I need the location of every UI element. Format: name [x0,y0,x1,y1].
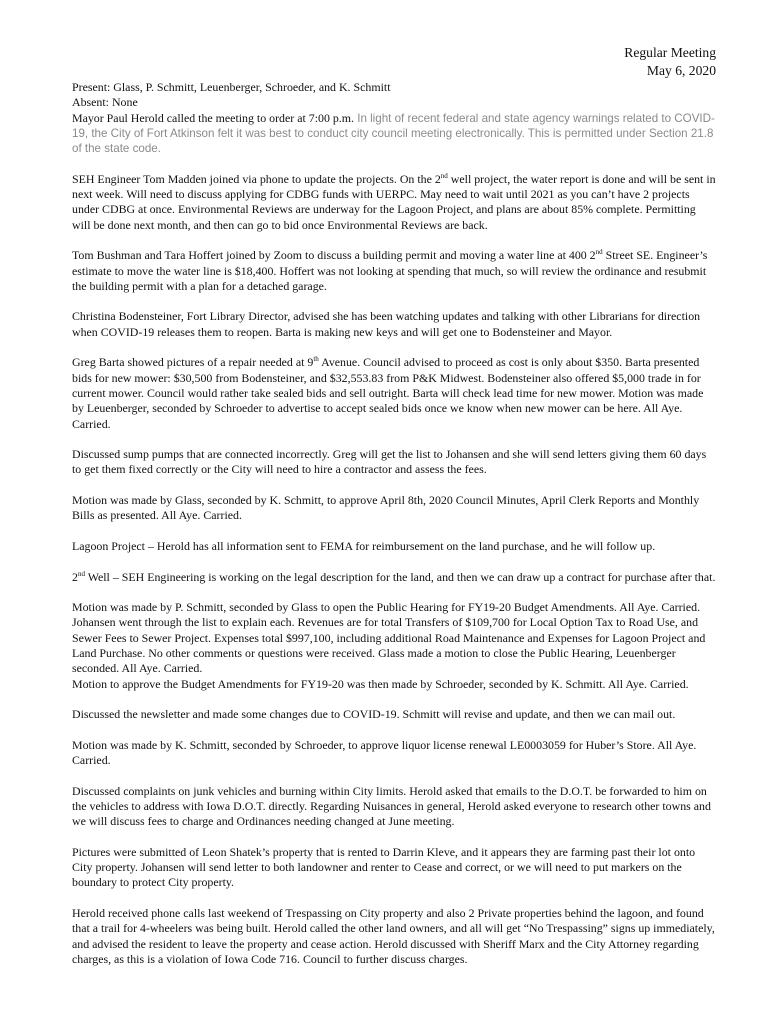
minutes-approval-paragraph: Motion was made by Glass, seconded by K. Schmitt, to approve April 8th, 2020 Council Minutes, April Clerk Reports and Monthly Bills as presented. All Aye. Carried. [72,493,700,523]
barta-text-b: Avenue. Council advised to proceed as cost is only about $350. Barta presented bids for new mower: $30,500 from Bodensteiner, and $32,553.83 from P&K Midwest. Bodensteiner also offered $5,000 trade in for current mower. Council would rather take sealed bids and sell outright. Barta will check lead time for new mower. Motion was made by Leuenberger, seconded by Schroeder to advertise to accept sealed bids once we know when new mower can be here. All Aye. Carried. [72,355,704,431]
bushman-text-a: Tom Bushman and Tara Hoffert joined by Zoom to discuss a building permit and moving a water line at 400 2 [72,248,596,263]
second-well-paragraph [72,570,716,585]
seh-sup: nd [440,171,448,180]
well-text-b: Well – SEH Engineering is working on the legal description for the land, and then we can draw up a contract for purchase after that. [84,569,716,584]
barta-text-a: Greg Barta showed pictures of a repair needed at 9 [72,355,314,370]
call-to-order: Mayor Paul Herold called the meeting to order at 7:00 p.m. [72,110,354,125]
property-encroachment-paragraph: Pictures were submitted of Leon Shatek’s property that is rented to Darrin Kleve, and it appears they are farming past their lot onto City property. Johansen will send letter to both landowner and renter to Cease and correct, or we will need to put markers on the boundary to protect City property. [72,844,696,890]
meeting-header [72,44,716,80]
trespassing-paragraph: Herold received phone calls last weekend of Trespassing on City property and also 2 Private properties behind the lagoon, and found that a trail for 4-wheelers was being built. Herold called the other land owners, and all will get “No Trespassing” signs up immediately, and advised the resident to leave the property and cease action. Herold discussed with Sheriff Marx and the City Attorney regarding charges, as this is a violation of Iowa Code 716. Council to further discuss charges. [72,906,715,966]
junk-vehicles-paragraph: Discussed complaints on junk vehicles and burning within City limits. Herold asked that emails to the D.O.T. be forwarded to him on the vehicles to address with Iowa D.O.T. directly. Regarding Nuisances in general, Herold asked everyone to research other towns and we will discuss fees to charge and Ordinances needing changed at June meeting. [72,783,711,829]
bushman-text-b: Street SE. Engineer’s estimate to move the water line is $18,400. Hoffert was not looking at spending that much, so will review the ordinance and resubmit the building permit with a plan for a detached garage. [72,248,708,293]
opening-paragraph [72,111,716,157]
absent-line: Absent: None [72,95,138,110]
meeting-type: Regular Meeting [624,45,716,60]
seh-update-paragraph [72,172,716,233]
building-permit-paragraph [72,248,716,294]
minutes-document [72,44,716,983]
sump-pump-paragraph: Discussed sump pumps that are connected incorrectly. Greg will get the list to Johansen and she will send letters giving them 60 days to get them fixed correctly or the City will need to hire a contractor and assess the fees. [72,447,707,477]
bushman-sup: nd [595,248,603,257]
liquor-license-paragraph: Motion was made by K. Schmitt, seconded by Schroeder, to approve liquor license renewal LE0003059 for Huber’s Store. All Aye. Carried. [72,737,697,768]
seh-text-b: well project, the water report is done and will be sent in next week. Will need to discuss applying for CDBG funds with UERPC. May need to wait until 2021 as you can’t have 2 projects under CDBG at once. Environmental Reviews are underway for the Lagoon Project, and plans are about 85% complete. Permitting will be done next month, and then can go to bid once Environmental Reviews are back. [72,171,716,232]
library-paragraph: Christina Bodensteiner, Fort Library Director, advised she has been watching updates and talking with other Librarians for direction when COVID-19 releases them to reopen. Barta is making new keys and will get one to Bodensteiner and Mayor. [72,309,701,339]
covid-notice: In light of recent federal and state agency warnings related to COVID-19, the City of Fort Atkinson felt it was best to conduct city council meeting electronically. This is permitted under Section 21.8 of the state code. [72,111,715,156]
lagoon-paragraph: Lagoon Project – Herold has all information sent to FEMA for reimbursement on the land purchase, and he will follow up. [72,538,656,553]
budget-approval-paragraph: Motion to approve the Budget Amendments for FY19-20 was then made by Schroeder, seconded by K. Schmitt. All Aye. Carried. [72,676,689,691]
newsletter-paragraph: Discussed the newsletter and made some changes due to COVID-19. Schmitt will revise and update, and then we can mail out. [72,707,676,722]
well-text-a: 2 [72,569,78,584]
budget-hearing-paragraph: Motion was made by P. Schmitt, seconded by Glass to open the Public Hearing for FY19-20 Budget Amendments. All Aye. Carried. Johansen went through the list to explain each. Revenues are for total Transfers of $109,700 for Local Option Tax to Road Use, and Sewer Fees to Sewer Project. Expenses total $997,100, including additional Road Maintenance and Expenses for Lagoon Project and Land Purchase. No other comments or questions were received. Glass made a motion to close the Public Hearing, Leuenberger seconded. All Aye. Carried. [72,600,706,676]
well-sup: nd [77,569,85,578]
meeting-date: May 6, 2020 [646,63,716,78]
mower-paragraph [72,355,716,431]
barta-sup: th [313,355,319,364]
seh-text-a: SEH Engineer Tom Madden joined via phone to update the projects. On the 2 [72,171,441,186]
present-line: Present: Glass, P. Schmitt, Leuenberger, Schroeder, and K. Schmitt [72,80,391,94]
